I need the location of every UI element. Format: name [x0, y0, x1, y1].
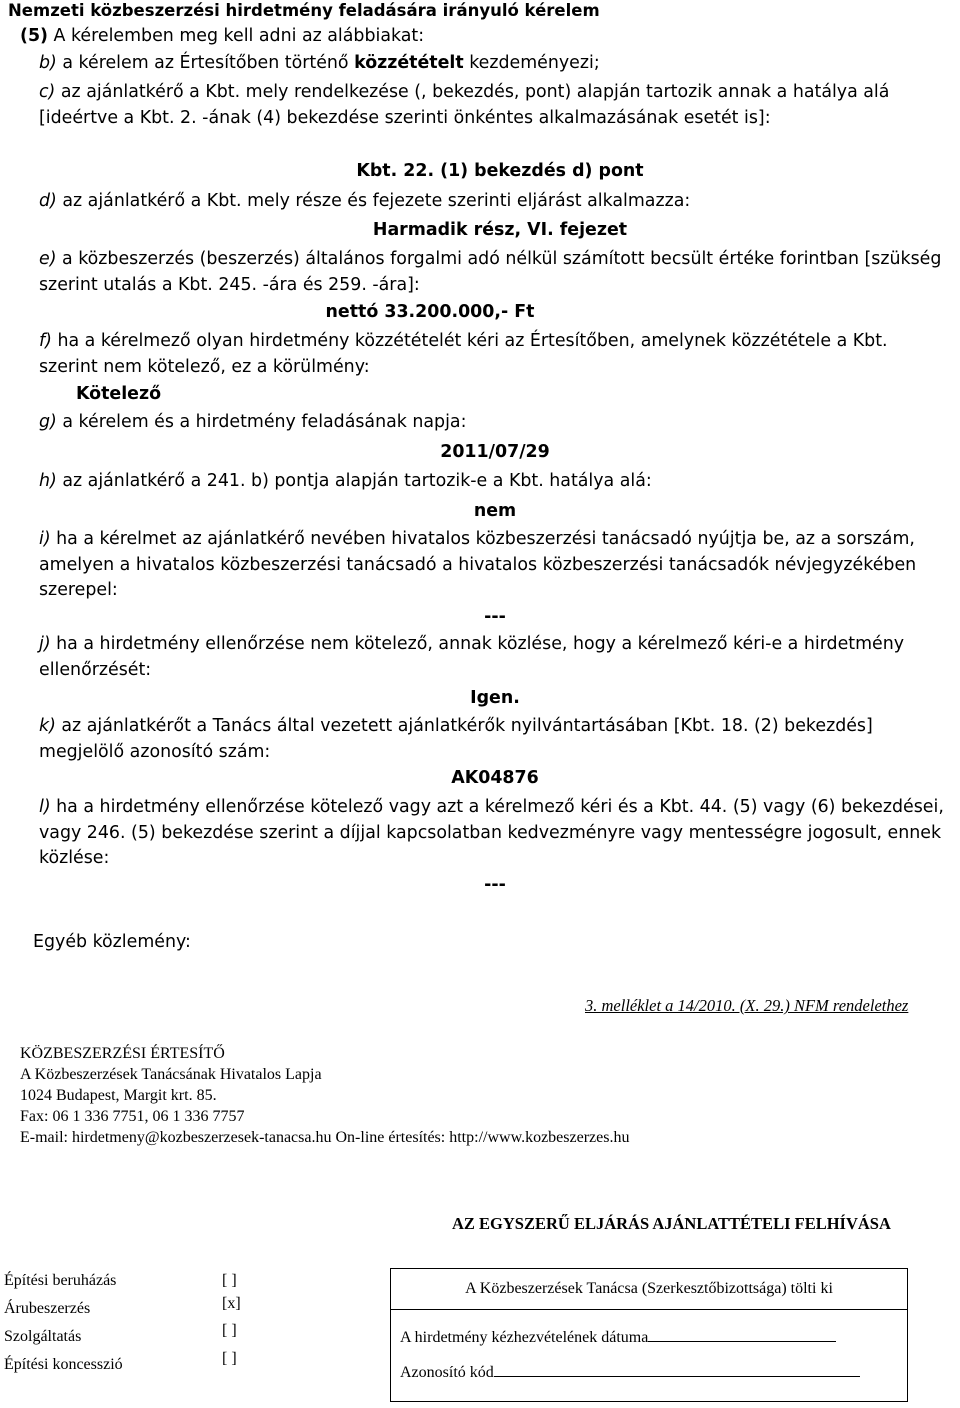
- publisher-email: E-mail: hirdetmeny@kozbeszerzesek-tanacsa.hu On-line értesítés: http://www.kozbeszerzes.hu: [20, 1129, 630, 1146]
- office-use-header-cell: [391, 1269, 907, 1310]
- publisher-subtitle: A Közbeszerzések Tanácsának Hivatalos Lapja: [20, 1066, 322, 1083]
- item-letter: e): [39, 249, 57, 269]
- item-e-answer: nettó 33.200.000,- Ft: [325, 302, 535, 322]
- item-letter: c): [39, 82, 56, 102]
- page-title: Nemzeti közbeszerzési hirdetmény feladására irányuló kérelem: [8, 1, 600, 20]
- item-letter: h): [39, 471, 57, 491]
- procurement-type-checkbox[interactable]: [x]: [222, 1295, 241, 1312]
- item-g: [39, 409, 466, 435]
- item-i: [39, 527, 949, 604]
- procurement-type-checkbox[interactable]: [ ]: [222, 1322, 237, 1339]
- item-k-answer: AK04876: [451, 768, 539, 788]
- item-letter: f): [39, 331, 52, 351]
- item-f-answer: Kötelező: [76, 384, 162, 404]
- item-text: az ajánlatkérő a Kbt. mely része és fejezete szerinti eljárást alkalmazza:: [62, 191, 691, 211]
- item-h: [39, 468, 652, 494]
- item-text: az ajánlatkérő a Kbt. mely rendelkezése (, bekezdés, pont) alapján tartozik annak a hatálya alá [ideértve a Kbt. 2. -ának (4) bekezdése szerinti önkéntes alkalmazásának esetét is]:: [39, 82, 890, 128]
- item-letter: l): [39, 797, 51, 817]
- procurement-type-label: Szolgáltatás: [4, 1328, 82, 1345]
- annex-reference: 3. melléklet a 14/2010. (X. 29.) NFM rendelethez: [585, 996, 909, 1015]
- form-title: AZ EGYSZERŰ ELJÁRÁS AJÁNLATTÉTELI FELHÍVÁSA: [452, 1214, 891, 1233]
- item-letter: d): [39, 191, 57, 211]
- item-c: [39, 80, 949, 131]
- received-date-label: A hirdetmény kézhezvételének dátuma: [400, 1329, 649, 1346]
- item-bold-text: közzétételt: [354, 53, 464, 73]
- office-use-header: A Közbeszerzések Tanácsa (Szerkesztőbizottsága) tölti ki: [465, 1280, 833, 1297]
- item-j: [39, 632, 949, 683]
- item-letter: b): [39, 53, 57, 73]
- procurement-type-item: [4, 1272, 116, 1290]
- item-text: a közbeszerzés (beszerzés) általános forgalmi adó nélkül számított becsült értéke forintban [szükség szerint utalás a Kbt. 245. -ára és 259. -ára]:: [39, 249, 942, 295]
- item-e: [39, 247, 949, 298]
- other-notice-label: Egyéb közlemény:: [33, 932, 191, 952]
- item-d: [39, 188, 690, 214]
- procurement-type-checkbox[interactable]: [ ]: [222, 1272, 237, 1289]
- procurement-type-label: Építési koncesszió: [4, 1356, 123, 1373]
- intro-number: (5): [20, 26, 48, 46]
- publisher-fax: Fax: 06 1 336 7751, 06 1 336 7757: [20, 1108, 245, 1125]
- procurement-type-item: [4, 1356, 123, 1374]
- item-text: ha a hirdetmény ellenőrzése nem kötelező, annak közlése, hogy a kérelmező kéri-e a hirdetmény ellenőrzését:: [39, 634, 905, 680]
- item-c-answer: Kbt. 22. (1) bekezdés d) pont: [356, 161, 644, 181]
- item-text-end: kezdeményezi;: [463, 53, 600, 73]
- item-letter: g): [39, 412, 57, 432]
- item-d-answer: Harmadik rész, VI. fejezet: [372, 220, 628, 240]
- item-text: a kérelem az Értesítőben történő: [62, 53, 355, 73]
- procurement-type-item: [4, 1328, 81, 1346]
- item-text: az ajánlatkérő a 241. b) pontja alapján tartozik-e a Kbt. hatálya alá:: [62, 471, 652, 491]
- item-g-answer: 2011/07/29: [440, 442, 550, 462]
- item-letter: k): [39, 716, 56, 736]
- procurement-type-label: Árubeszerzés: [4, 1300, 91, 1317]
- procurement-type-label: Építési beruházás: [4, 1272, 117, 1289]
- item-b: [39, 50, 600, 76]
- id-code-label: Azonosító kód: [400, 1364, 494, 1381]
- item-text: ha a kérelmező olyan hirdetmény közzétételét kéri az Értesítőben, amelynek közzététele a Kbt. szerint nem kötelező, ez a körülmény:: [39, 331, 888, 377]
- item-j-answer: Igen.: [470, 688, 520, 708]
- item-l-answer: ---: [484, 875, 506, 895]
- publisher-name: KÖZBESZERZÉSI ÉRTESÍTŐ: [20, 1045, 225, 1062]
- item-text: ha a hirdetmény ellenőrzése kötelező vagy azt a kérelmező kéri és a Kbt. 44. (5) vagy (6) bekezdései, vagy 246. (5) bekezdése szerint a díjjal kapcsolatban kedvezményre vagy mentességre jogosult, ennek közlése:: [39, 797, 944, 868]
- intro-line: [20, 23, 424, 49]
- publisher-block: [20, 1043, 629, 1148]
- id-code-row: [400, 1361, 860, 1382]
- received-date-field[interactable]: [648, 1326, 836, 1342]
- id-code-field[interactable]: [494, 1361, 860, 1377]
- item-text: az ajánlatkérőt a Tanács által vezetett ajánlatkérők nyilvántartásában [Kbt. 18. (2) bekezdés] megjelölő azonosító szám:: [39, 716, 873, 762]
- item-letter: i): [39, 529, 51, 549]
- item-letter: j): [39, 634, 51, 654]
- item-h-answer: nem: [473, 501, 517, 521]
- office-use-box: [390, 1268, 908, 1402]
- item-l: [39, 795, 949, 872]
- item-k: [39, 714, 949, 765]
- procurement-type-item: [4, 1300, 90, 1318]
- publisher-address: 1024 Budapest, Margit krt. 85.: [20, 1087, 217, 1104]
- item-i-answer: ---: [484, 607, 506, 627]
- intro-text: A kérelemben meg kell adni az alábbiakat:: [53, 26, 425, 46]
- procurement-type-checkbox[interactable]: [ ]: [222, 1350, 237, 1367]
- item-text: a kérelem és a hirdetmény feladásának napja:: [62, 412, 467, 432]
- item-f: [39, 329, 949, 380]
- item-text: ha a kérelmet az ajánlatkérő nevében hivatalos közbeszerzési tanácsadó nyújtja be, az a sorszám, amelyen a hivatalos közbeszerzési tanácsadó a hivatalos közbeszerzési tanácsadók névjegyzékében szerepel:: [39, 529, 917, 600]
- received-date-row: [400, 1326, 836, 1347]
